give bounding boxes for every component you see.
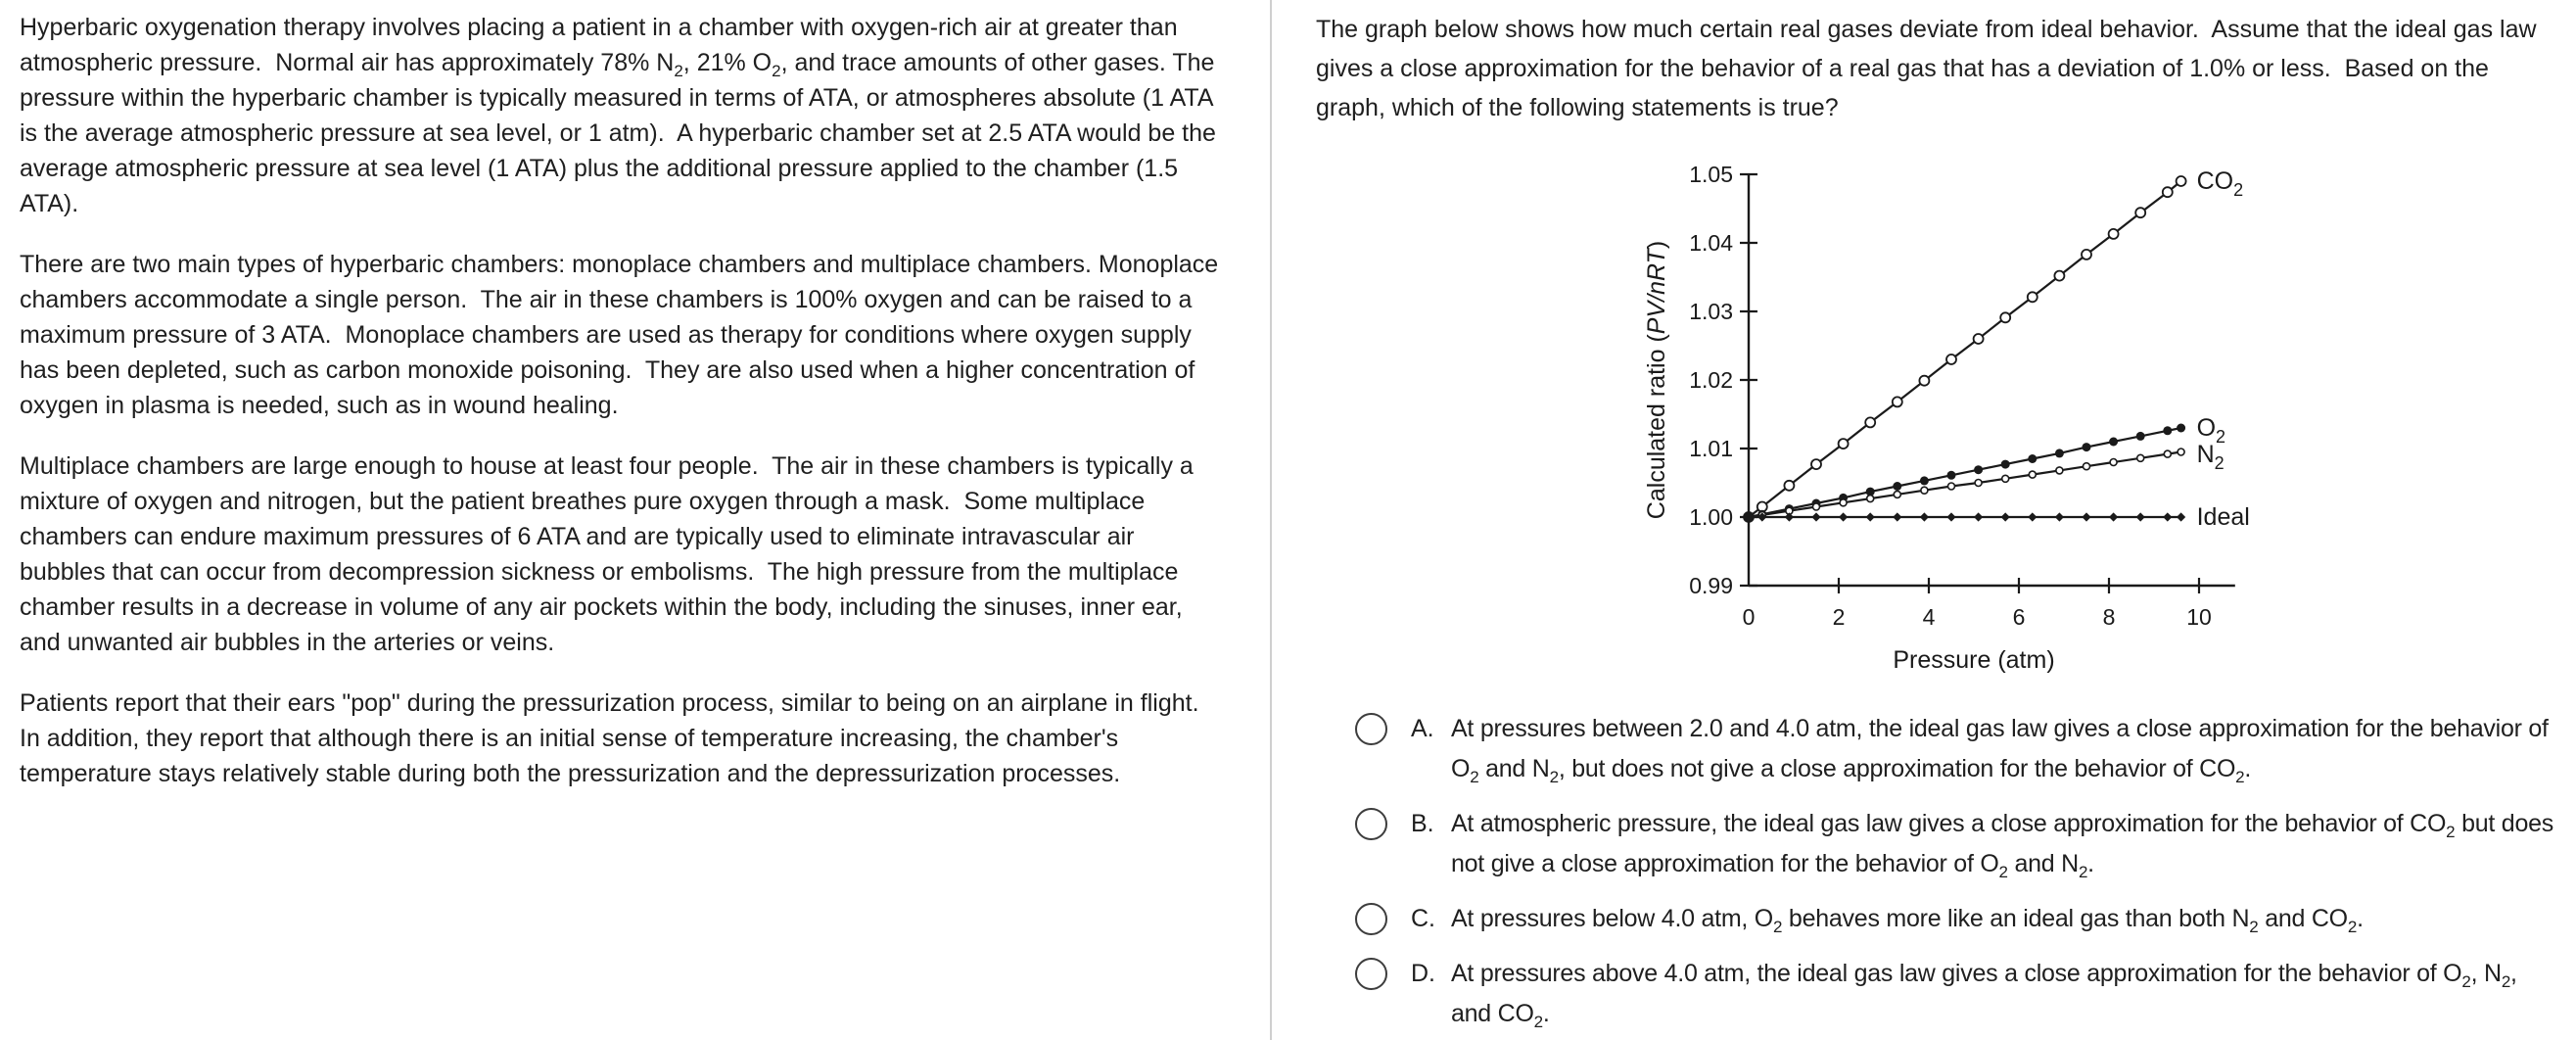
series-label-o2: $O_2$ — [2196, 414, 2226, 447]
svg-text:1.01: 1.01 — [1689, 436, 1733, 461]
series-n2 — [1746, 441, 2225, 521]
question-panel — [1272, 0, 2576, 1040]
series-co2 — [1744, 167, 2243, 522]
svg-text:0.99: 0.99 — [1689, 573, 1733, 598]
option-d-text: At pressures above 4.0 atm, the ideal gas law gives a close approximation for the behavior of $O_2$, $N_2$, and $CO_2$. — [1451, 960, 2524, 1031]
y-axis-label: Calculated ratio (PV/nRT) — [1643, 240, 1670, 520]
option-a-text: At pressures between 2.0 and 4.0 atm, the ideal gas law gives a close approximation for the behavior of $O_2$ and $N_2$, but does not give a close approximation for the behavior of $CO_2$. — [1451, 715, 2555, 786]
passage-paragraph: Hyperbaric oxygenation therapy involves placing a patient in a chamber with oxygen-rich air at greater than atmospheric pressure. Normal air has approximately 78% $N_2$, 21% $O_2$, and trace amounts of other gases. The pressure within the hyperbaric chamber is typically measured in terms of ATA, or atmospheres absolute (1 ATA is the average atmospheric pressure at sea level, or 1 atm). A hyperbaric chamber set at 2.5 ATA would be the average atmospheric pressure at sea level (1 ATA) plus the additional pressure applied to the chamber (1.5 ATA). — [20, 14, 1223, 217]
x-axis-label: Pressure (atm) — [1893, 646, 2055, 674]
option-d-radio[interactable] — [1355, 958, 1387, 990]
gas-deviation-chart — [1639, 147, 2324, 681]
option-b-text: At atmospheric pressure, the ideal gas law gives a close approximation for the behavior of $CO_2$ but does not give a close approximation for the behavior of $O_2$ and $N_2$. — [1451, 810, 2560, 881]
option-row-d — [1355, 954, 2562, 1034]
svg-text:6: 6 — [2012, 604, 2026, 630]
chart-axes — [1643, 162, 2235, 674]
option-b-letter: B. — [1411, 810, 1434, 837]
option-c-text: At pressures below 4.0 atm, $O_2$ behaves more like an ideal gas than both $N_2$ and $CO_2$. — [1451, 905, 2364, 936]
option-row-b — [1355, 804, 2562, 884]
option-d-letter: D. — [1411, 960, 1435, 987]
option-c-letter: C. — [1411, 905, 1435, 932]
series-label-co2: $CO_2$ — [2196, 167, 2244, 200]
option-a-letter: A. — [1411, 715, 1434, 742]
chart-wrap — [1639, 147, 2562, 685]
passage-paragraph: Patients report that their ears "pop" during the pressurization process, similar to being on an airplane in flight. In addition, they report that although there is an initial sense of temperature increasing, the chamber's temperature stays relatively stable during both the pressurization and the depressurization processes. — [20, 689, 1213, 787]
option-row-a — [1355, 709, 2562, 789]
svg-text:1.02: 1.02 — [1689, 367, 1733, 393]
question-text: The graph below shows how much certain real gases deviate from ideal behavior. Assume that the ideal gas law gives a close approximation for the behavior of a real gas that has a deviation of 1.0% or less. Based on the graph, which of the following statements is true? — [1316, 16, 2544, 121]
passage-paragraph: There are two main types of hyperbaric chambers: monoplace chambers and multiplace chambers. Monoplace chambers accommodate a single person. The air in these chambers is 100% oxygen and can be raised to a maximum pressure of 3 ATA. Monoplace chambers are used as therapy for conditions where oxygen supply has been depleted, such as carbon monoxide poisoning. They are also used when a higher concentration of oxygen in plasma is needed, such as in wound healing. — [20, 251, 1226, 419]
svg-text:1.03: 1.03 — [1689, 299, 1733, 324]
svg-text:2: 2 — [1832, 604, 1846, 630]
svg-text:1.05: 1.05 — [1689, 162, 1733, 187]
passage-paragraph: Multiplace chambers are large enough to house at least four people. The air in these chambers is typically a mixture of oxygen and nitrogen, but the patient breathes pure oxygen through a mask. Some multiplace chambers can endure maximum pressures of 6 ATA and are typically used to eliminate intravascular air bubbles that can occur from decompression sickness or embolisms. The high pressure from the multiplace chamber results in a decrease in volume of any air pockets within the body, including the sinuses, inner ear, and unwanted air bubbles in the arteries or veins. — [20, 452, 1200, 656]
svg-text:0: 0 — [1742, 604, 1756, 630]
svg-text:10: 10 — [2186, 604, 2212, 630]
option-b-radio[interactable] — [1355, 808, 1387, 840]
series-label-ideal: Ideal — [2196, 503, 2250, 531]
answer-options — [1316, 709, 2562, 1034]
passage-panel — [0, 0, 1270, 1040]
svg-text:8: 8 — [2102, 604, 2116, 630]
option-row-c — [1355, 899, 2562, 939]
series-label-n2: $N_2$ — [2196, 441, 2225, 473]
option-a-radio[interactable] — [1355, 713, 1387, 745]
svg-text:1.04: 1.04 — [1689, 230, 1733, 256]
option-c-radio[interactable] — [1355, 903, 1387, 935]
svg-text:4: 4 — [1922, 604, 1936, 630]
svg-text:1.00: 1.00 — [1689, 504, 1733, 530]
